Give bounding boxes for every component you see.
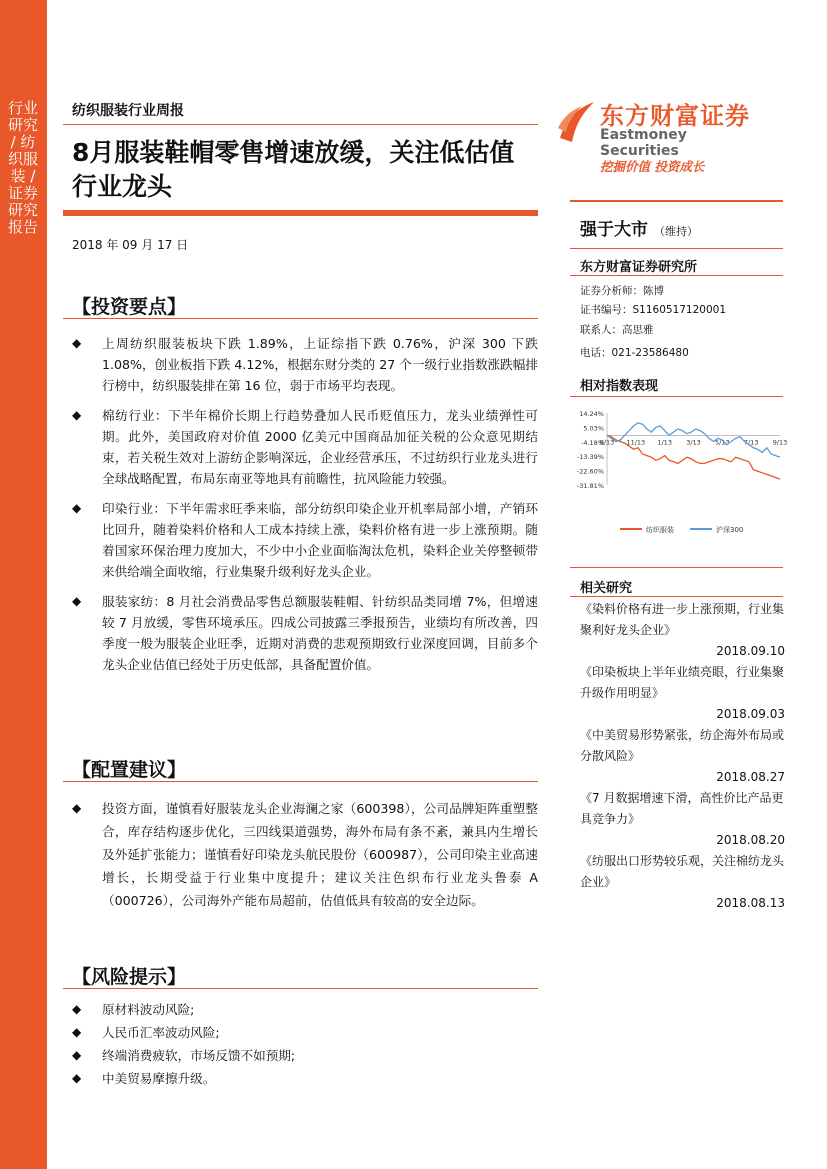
research-title[interactable]: 《印染板块上半年业绩亮眼，行业集聚升级作用明显》: [580, 665, 785, 700]
x-tick-label: 3/13: [686, 438, 701, 447]
risk-list: [72, 998, 538, 1090]
research-title[interactable]: 《7 月数据增速下滑，高性价比产品更具竞争力》: [580, 791, 784, 826]
diamond-bullet-icon: ◆: [72, 408, 82, 422]
rating-rule: [570, 248, 783, 249]
allocation-list: [72, 797, 538, 912]
brand-name-cn: 东方财富证券: [600, 102, 750, 130]
x-tick-label: 5/13: [715, 438, 730, 447]
rating-label: 强于大市: [580, 220, 648, 240]
diamond-bullet-icon: ◆: [72, 1071, 82, 1085]
research-date: 2018.09.03: [716, 707, 785, 721]
logo-mark-icon: [556, 98, 596, 146]
analyst: 证券分析师：陈博: [580, 285, 664, 297]
research-title[interactable]: 《中美贸易形势紧张，纺企海外布局或分散风险》: [580, 728, 785, 763]
research-title[interactable]: 《纺服出口形势较乐观，关注棉纺龙头企业》: [580, 854, 785, 889]
page-title: 8月服装鞋帽零售增速放缓，关注低估值行业龙头: [72, 138, 515, 201]
institute-name: 东方财富证券研究所: [580, 260, 698, 275]
institute-rule: [570, 275, 783, 276]
cert-number: 证书编号：S1160517120001: [580, 304, 727, 316]
diamond-bullet-icon: ◆: [72, 336, 82, 350]
x-tick-label: 11/13: [626, 438, 646, 447]
chart-bottom-rule: [570, 567, 783, 568]
research-date: 2018.09.10: [716, 644, 785, 658]
diamond-bullet-icon: ◆: [72, 501, 82, 515]
related-research-list: [580, 599, 785, 914]
x-tick-label: 9/13: [772, 438, 788, 447]
relative-index-rule: [570, 396, 783, 397]
report-type: 纺织服装行业周报: [72, 103, 184, 119]
list-item: ◆ 终端消费疲软，市场反馈不如预期;: [72, 1044, 538, 1067]
list-item: ◆ 投资方面，谨慎看好服装龙头企业海澜之家（600398），公司品牌矩阵重塑整合，库存结构逐步优化，三四线渠道强势，海外布局有条不紊，兼具内生增长及外延扩张能力；谨慎看好印染龙头航民股份（600987），公司印染主业高速增长，长期受益于行业集中度提升；建议关注色织布行业龙头鲁泰 A（000726），公司海外产能布局超前，估值低具有较高的安全边际。: [72, 797, 538, 912]
report-date: 2018 年 09 月 17 日: [72, 238, 189, 252]
relative-index-heading: 相对指数表现: [580, 379, 659, 394]
y-tick-label: -31.81%: [576, 482, 604, 490]
list-item: ◆ 人民币汇率波动风险;: [72, 1021, 538, 1044]
related-research-heading: 相关研究: [580, 581, 633, 596]
investment-list: [72, 333, 538, 675]
diamond-bullet-icon: ◆: [72, 1002, 82, 1016]
y-tick-label: -22.60%: [576, 467, 604, 476]
diamond-bullet-icon: ◆: [72, 1048, 82, 1062]
sidebar-band: [0, 0, 47, 1169]
list-item: ◆ 服装家纺：8 月社会消费品零售总额服装鞋帽、针纺织品类同增 7%，但增速较 7 月放缓，零售环境承压。四成公司披露三季报预告，业绩均有所改善，四季度一般为服装企业旺季，近期对消费的悲观预期致行业深度回调，目前多个龙头企业估值已经处于历史低部，具备配置价值。: [72, 591, 538, 675]
related-research-rule: [570, 596, 783, 597]
relative-index-chart: [575, 405, 788, 540]
brand-logo: [556, 94, 766, 159]
rating-top-rule: [570, 200, 783, 202]
list-item: ◆ 中美贸易摩擦升级。: [72, 1067, 538, 1090]
y-tick-label: -13.39%: [576, 453, 604, 462]
research-date: 2018.08.13: [716, 896, 785, 910]
header-rule: [63, 124, 538, 125]
list-item: ◆ 原材料波动风险;: [72, 998, 538, 1021]
contact: 联系人：高思雅: [580, 324, 654, 336]
investment-rule: [63, 318, 538, 319]
research-date: 2018.08.27: [716, 770, 785, 784]
risk-heading: 【风险提示】: [72, 966, 187, 988]
research-title[interactable]: 《染料价格有进一步上涨预期，行业集聚利好龙头企业》: [580, 602, 785, 637]
risk-rule: [63, 988, 538, 989]
y-tick-label: 14.24%: [579, 410, 604, 418]
diamond-bullet-icon: ◆: [72, 594, 82, 608]
y-tick-label: -4.18%: [581, 438, 604, 447]
brand-slogan: 挖掘价值 投资成长: [600, 159, 705, 174]
list-item: ◆ 棉纺行业：下半年棉价长期上行趋势叠加人民币贬值压力，龙头业绩弹性可期。此外，美国政府对价值 2000 亿美元中国商品加征关税的公众意见期结束，若关税生效对上游纺企影响深远，企业经营承压，不过纺织行业龙头进行全球战略配置，布局东南亚等地具有前瞻性，抗风险能力较强。: [72, 405, 538, 489]
legend-label: 纺织服装: [646, 526, 674, 534]
allocation-heading: 【配置建议】: [72, 759, 187, 781]
legend-label: 沪深300: [716, 526, 744, 534]
list-item: ◆ 上周纺织服装板块下跌 1.89%，上证综指下跌 0.76%，沪深 300 下跌 1.08%，创业板指下跌 4.12%，根据东财分类的 27 个一级行业指数涨跌幅排行榜中，纺织服装排在第 16 位，弱于市场平均表现。: [72, 333, 538, 396]
diamond-bullet-icon: ◆: [72, 801, 82, 815]
y-tick-label: 5.03%: [583, 424, 604, 433]
phone: 电话：021-23586480: [580, 347, 689, 359]
title-rule: [63, 210, 538, 216]
x-tick-label: 7/13: [743, 438, 759, 447]
x-tick-label: 1/13: [657, 438, 672, 447]
research-date: 2018.08.20: [716, 833, 785, 847]
list-item: ◆ 印染行业：下半年需求旺季来临，部分纺织印染企业开机率局部小增，产销环比回升，随着染料价格和人工成本持续上涨，染料价格有进一步上涨预期。随着国家环保治理力度加大，不少中小企业面临淘汰危机，染料企业关停整顿带来供给端全面收缩，行业集聚升级利好龙头企业。: [72, 498, 538, 582]
diamond-bullet-icon: ◆: [72, 1025, 82, 1039]
rating-note: （维持）: [654, 225, 698, 238]
brand-name-en: Eastmoney Securities: [600, 127, 687, 159]
investment-heading: 【投资要点】: [72, 296, 187, 318]
allocation-rule: [63, 781, 538, 782]
x-tick-label: 9/13: [599, 438, 615, 447]
rating: [580, 215, 698, 240]
sidebar-category: 行业研究 / 纺织服装 / 证券研究报告: [8, 99, 39, 236]
